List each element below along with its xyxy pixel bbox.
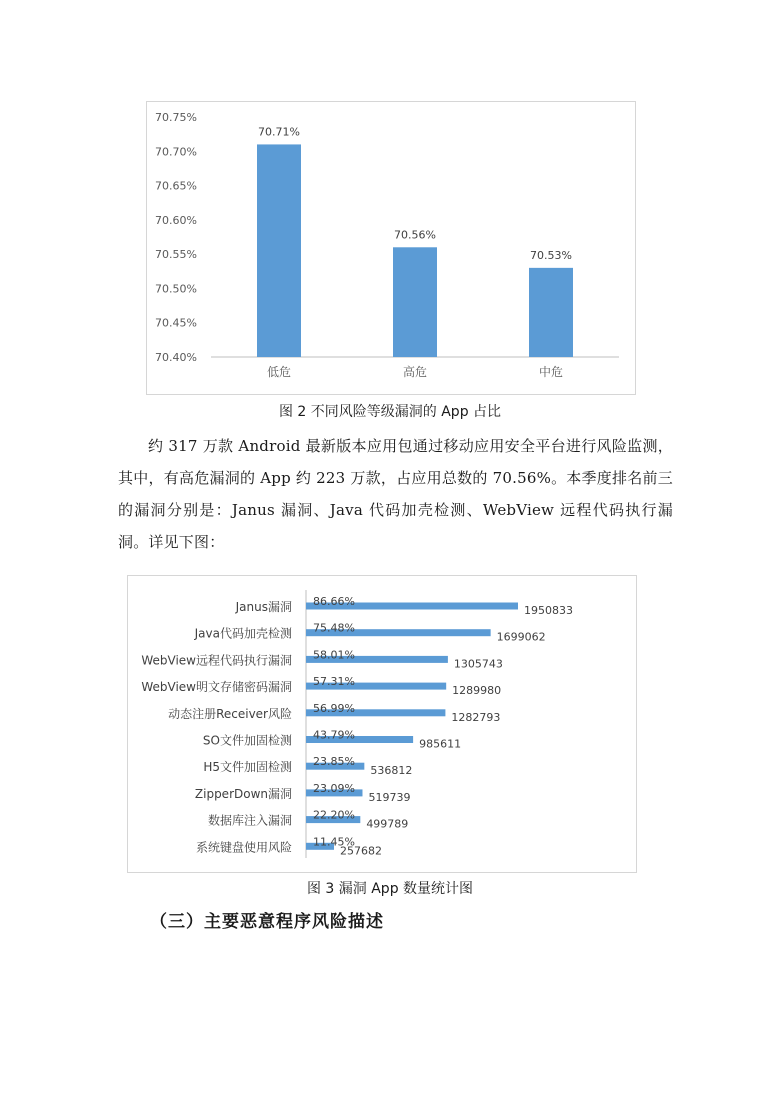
data-label: 70.53%	[530, 248, 572, 262]
percent-label: 22.20%	[313, 808, 355, 822]
value-label: 985611	[419, 737, 462, 751]
body-paragraph: 约 317 万款 Android 最新版本应用包通过移动应用安全平台进行风险监测，其中，有高危漏洞的 App 约 223 万款，占应用总数的 70.56%。本季度排名前三的漏洞分别是：Janus 漏洞、Java 代码加壳检测、WebView 远程代码执行漏洞。详见下图：	[118, 437, 673, 551]
data-label: 70.56%	[394, 228, 436, 242]
bar-chart-svg	[147, 102, 635, 394]
y-tick-label: 70.40%	[155, 351, 197, 364]
y-tick-label: 70.50%	[155, 282, 197, 296]
value-label: 1282793	[451, 710, 501, 724]
hbar-chart-svg	[128, 576, 636, 872]
percent-label: 86.66%	[313, 595, 355, 608]
percent-label: 43.79%	[313, 728, 355, 742]
category-label: WebView明文存储密码漏洞	[141, 680, 292, 695]
percent-label: 75.48%	[313, 621, 355, 635]
category-label: ZipperDown漏洞	[194, 786, 292, 801]
figure-3-caption: 图 3 漏洞 App 数量统计图	[306, 881, 474, 897]
value-label: 499789	[366, 817, 409, 831]
value-label: 536812	[370, 764, 413, 778]
x-tick-label: 中危	[538, 365, 564, 379]
percent-label: 57.31%	[313, 675, 355, 689]
horizontal-bar-chart	[127, 575, 637, 873]
y-tick-label: 70.70%	[155, 145, 197, 159]
bar	[257, 144, 301, 357]
y-tick-label: 70.65%	[155, 179, 197, 193]
y-tick-label: 70.75%	[155, 111, 197, 124]
y-tick-label: 70.60%	[155, 213, 197, 227]
value-label: 1305743	[453, 657, 503, 671]
category-label: WebView远程代码执行漏洞	[141, 653, 292, 668]
data-label: 70.71%	[258, 125, 300, 139]
percent-label: 23.09%	[313, 781, 355, 795]
bar	[529, 268, 573, 357]
y-tick-label: 70.45%	[155, 316, 197, 330]
category-label: SO文件加固检测	[202, 733, 292, 748]
x-tick-label: 高危	[402, 365, 428, 379]
category-label: 系统键盘使用风险	[195, 840, 292, 855]
category-label: H5文件加固检测	[203, 760, 292, 775]
vertical-bar-chart	[146, 101, 636, 395]
value-label: 257682	[340, 844, 383, 858]
value-label: 1950833	[524, 604, 573, 617]
category-label: 数据库注入漏洞	[207, 813, 292, 828]
category-label: Janus漏洞	[235, 600, 292, 614]
percent-label: 58.01%	[313, 648, 355, 662]
value-label: 1289980	[452, 684, 502, 698]
bar	[393, 247, 437, 357]
x-tick-label: 低危	[266, 365, 292, 379]
percent-label: 23.85%	[313, 755, 355, 769]
percent-label: 56.99%	[313, 701, 355, 715]
section-heading: （三）主要恶意程序风险描述	[150, 912, 384, 932]
percent-label: 11.45%	[313, 835, 355, 849]
category-label: Java代码加壳检测	[194, 626, 292, 641]
y-tick-label: 70.55%	[155, 248, 197, 262]
value-label: 519739	[368, 790, 411, 804]
value-label: 1699062	[496, 630, 546, 644]
figure-2-caption: 图 2 不同风险等级漏洞的 App 占比	[278, 404, 502, 420]
category-label: 动态注册Receiver风险	[168, 706, 292, 721]
